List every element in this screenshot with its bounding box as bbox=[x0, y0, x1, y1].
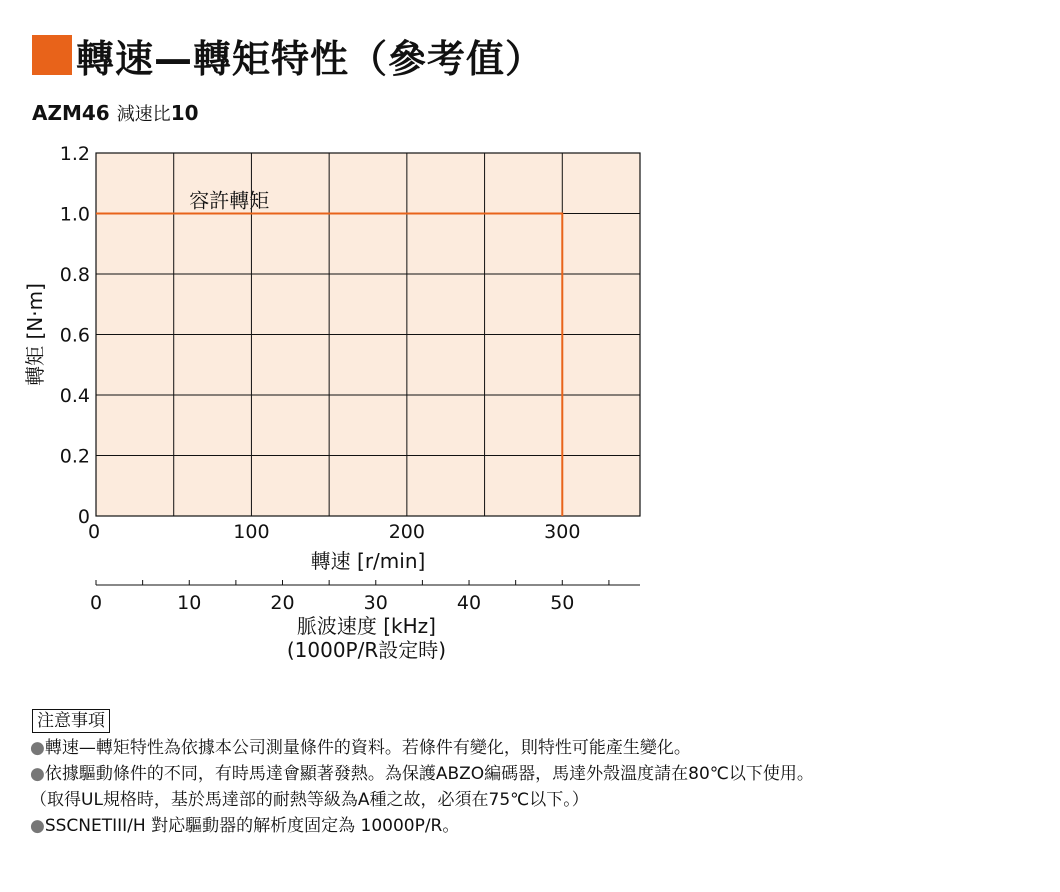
bullet-icon: ● bbox=[30, 816, 45, 836]
secondary-tick-label: 30 bbox=[363, 592, 388, 614]
secondary-tick-label: 20 bbox=[270, 592, 295, 614]
notes-heading: 注意事項 bbox=[32, 709, 110, 733]
y-tick-label: 0.4 bbox=[59, 385, 90, 407]
secondary-tick-label: 50 bbox=[550, 592, 575, 614]
ratio-label: 減速比 bbox=[116, 104, 171, 125]
secondary-axis-label: 脈波速度 [kHz] bbox=[296, 614, 436, 638]
x-tick-label: 300 bbox=[544, 521, 581, 543]
series-label-allowable-torque: 容許轉矩 bbox=[189, 188, 270, 213]
x-tick-label: 200 bbox=[388, 521, 425, 543]
x-axis-label: 轉速 [r/min] bbox=[310, 549, 426, 573]
note-item bbox=[30, 735, 1050, 761]
note-text: SSCNETIII/H 對応驅動器的解析度固定為 10000P/R。 bbox=[44, 816, 460, 836]
note-item bbox=[30, 761, 1050, 787]
model-name: AZM46 bbox=[32, 101, 110, 125]
x-tick-labels bbox=[88, 521, 580, 543]
secondary-tick-label: 40 bbox=[456, 592, 482, 614]
page-title-text: 轉速—轉矩特性（參考值） bbox=[76, 36, 545, 81]
secondary-axis-sublabel: (1000P/R設定時) bbox=[286, 638, 447, 662]
ratio-value: 10 bbox=[170, 101, 199, 125]
y-tick-label: 1.0 bbox=[59, 203, 90, 226]
secondary-tick-label: 0 bbox=[89, 592, 103, 614]
x-tick-label: 100 bbox=[233, 521, 270, 543]
secondary-tick-label: 10 bbox=[177, 592, 202, 614]
bullet-icon: ● bbox=[30, 764, 45, 784]
note-text: （取得UL規格時，基於馬達部的耐熱等級為A種之故，必須在75℃以下。） bbox=[30, 790, 589, 810]
y-tick-label: 0 bbox=[77, 506, 90, 528]
note-text: 依據驅動條件的不同，有時馬達會顯著發熱。為保護ABZO編碼器，馬達外殼溫度請在80℃以下使用。 bbox=[44, 764, 814, 784]
notes-section bbox=[30, 708, 1050, 839]
y-tick-label: 1.2 bbox=[59, 143, 90, 165]
y-axis-label: 轉矩 [N·m] bbox=[23, 283, 47, 386]
note-item bbox=[30, 813, 1050, 839]
x-tick-label: 0 bbox=[88, 521, 101, 543]
note-item-continued bbox=[30, 787, 1050, 813]
y-tick-label: 0.6 bbox=[59, 324, 90, 347]
note-text: 轉速—轉矩特性為依據本公司測量條件的資料。若條件有變化，則特性可能產生變化。 bbox=[44, 738, 691, 758]
y-tick-label: 0.8 bbox=[59, 264, 90, 286]
y-tick-labels bbox=[60, 143, 90, 528]
bullet-icon: ● bbox=[30, 738, 45, 758]
y-tick-label: 0.2 bbox=[59, 445, 90, 468]
